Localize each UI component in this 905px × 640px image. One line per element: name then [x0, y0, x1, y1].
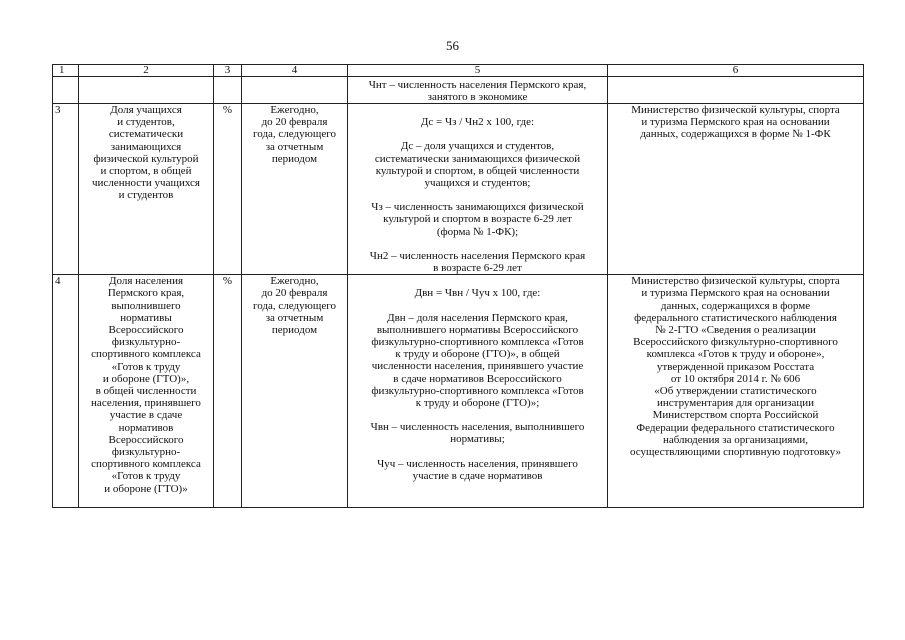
- method-term: Двн – доля населения Пермского края, выполнившего нормативы Всероссийского физкультурно-спортивного комплекса «Готов к труду и обороне (ГТО)», в общей численности населения, принявшего участие в сдаче нормативов Всероссийского физкультурно-спортивного комплекса «Готов к труду и обороне (ГТО)»;: [371, 311, 584, 410]
- cell-unit: [214, 77, 242, 104]
- table-row: [53, 275, 864, 508]
- cell-periodicity: Ежегодно, до 20 февраля года, следующего за отчетным периодом: [242, 275, 348, 508]
- method-term: Чвн – численность населения, выполнившего нормативы;: [370, 421, 585, 446]
- indicator-table: [52, 64, 864, 508]
- header-col-5: 5: [348, 65, 608, 77]
- cell-source: [608, 77, 864, 104]
- header-col-6: 6: [608, 65, 864, 77]
- method-formula: Двн = Чвн / Чуч х 100, где:: [414, 287, 541, 300]
- table-header-row: [53, 65, 864, 77]
- method-term: Чн2 – численность населения Пермского края в возрасте 6-29 лет: [369, 249, 586, 275]
- header-col-3: 3: [214, 65, 242, 77]
- cell-indicator: Доля населения Пермского края, выполнившего нормативы Всероссийского физкультурно- спортивного комплекса «Готов к труду и обороне (ГТО)», в общей численности населения, принявшего участие в сдаче нормативов Всероссийского физкультурно- спортивного комплекса «Готов к труду и обороне (ГТО)»: [79, 275, 214, 508]
- cell-number: 3: [53, 104, 79, 275]
- cell-unit: %: [214, 104, 242, 275]
- cell-source: Министерство физической культуры, спорта и туризма Пермского края на основании данных, содержащихся в форме № 1-ФК: [608, 104, 864, 275]
- cell-number: 4: [53, 275, 79, 508]
- method-formula: Дс = Чз / Чн2 х 100, где:: [420, 116, 535, 129]
- table-row-continuation: [53, 77, 864, 104]
- header-col-1: 1: [53, 65, 79, 77]
- cell-method: [348, 104, 608, 275]
- table-row: [53, 104, 864, 275]
- cell-periodicity: [242, 77, 348, 104]
- cell-periodicity: Ежегодно, до 20 февраля года, следующего за отчетным периодом: [242, 104, 348, 275]
- method-term: Чз – численность занимающихся физической культурой и спортом в возрасте 6-29 лет (форма № 1-ФК);: [371, 201, 584, 238]
- page-number: 56: [446, 38, 459, 53]
- header-col-2: 2: [79, 65, 214, 77]
- cell-number: [53, 77, 79, 104]
- header-col-4: 4: [242, 65, 348, 77]
- cell-indicator: [79, 77, 214, 104]
- cell-method: Чнт – численность населения Пермского края, занятого в экономике: [348, 77, 608, 104]
- method-term: Дс – доля учащихся и студентов, систематически занимающихся физической культурой и спортом, в общей численности учащихся и студентов;: [374, 140, 581, 190]
- method-term: Чуч – численность населения, принявшего участие в сдаче нормативов: [377, 457, 578, 482]
- cell-unit: %: [214, 275, 242, 508]
- cell-method: [348, 275, 608, 508]
- cell-indicator: Доля учащихся и студентов, систематически занимающихся физической культурой и спортом, в общей численности учащихся и студентов: [79, 104, 214, 275]
- cell-source: Министерство физической культуры, спорта и туризма Пермского края на основании данных, содержащихся в форме федерального статистического наблюдения № 2-ГТО «Сведения о реализации Всероссийского физкультурно-спортивного комплекса «Готов к труду и обороне», утвержденной приказом Росстата от 10 октября 2014 г. № 606 «Об утверждении статистического инструментария для организации Министерством спорта Российской Федерации федерального статистического наблюдения за организациями, осуществляющими спортивную подготовку»: [608, 275, 864, 508]
